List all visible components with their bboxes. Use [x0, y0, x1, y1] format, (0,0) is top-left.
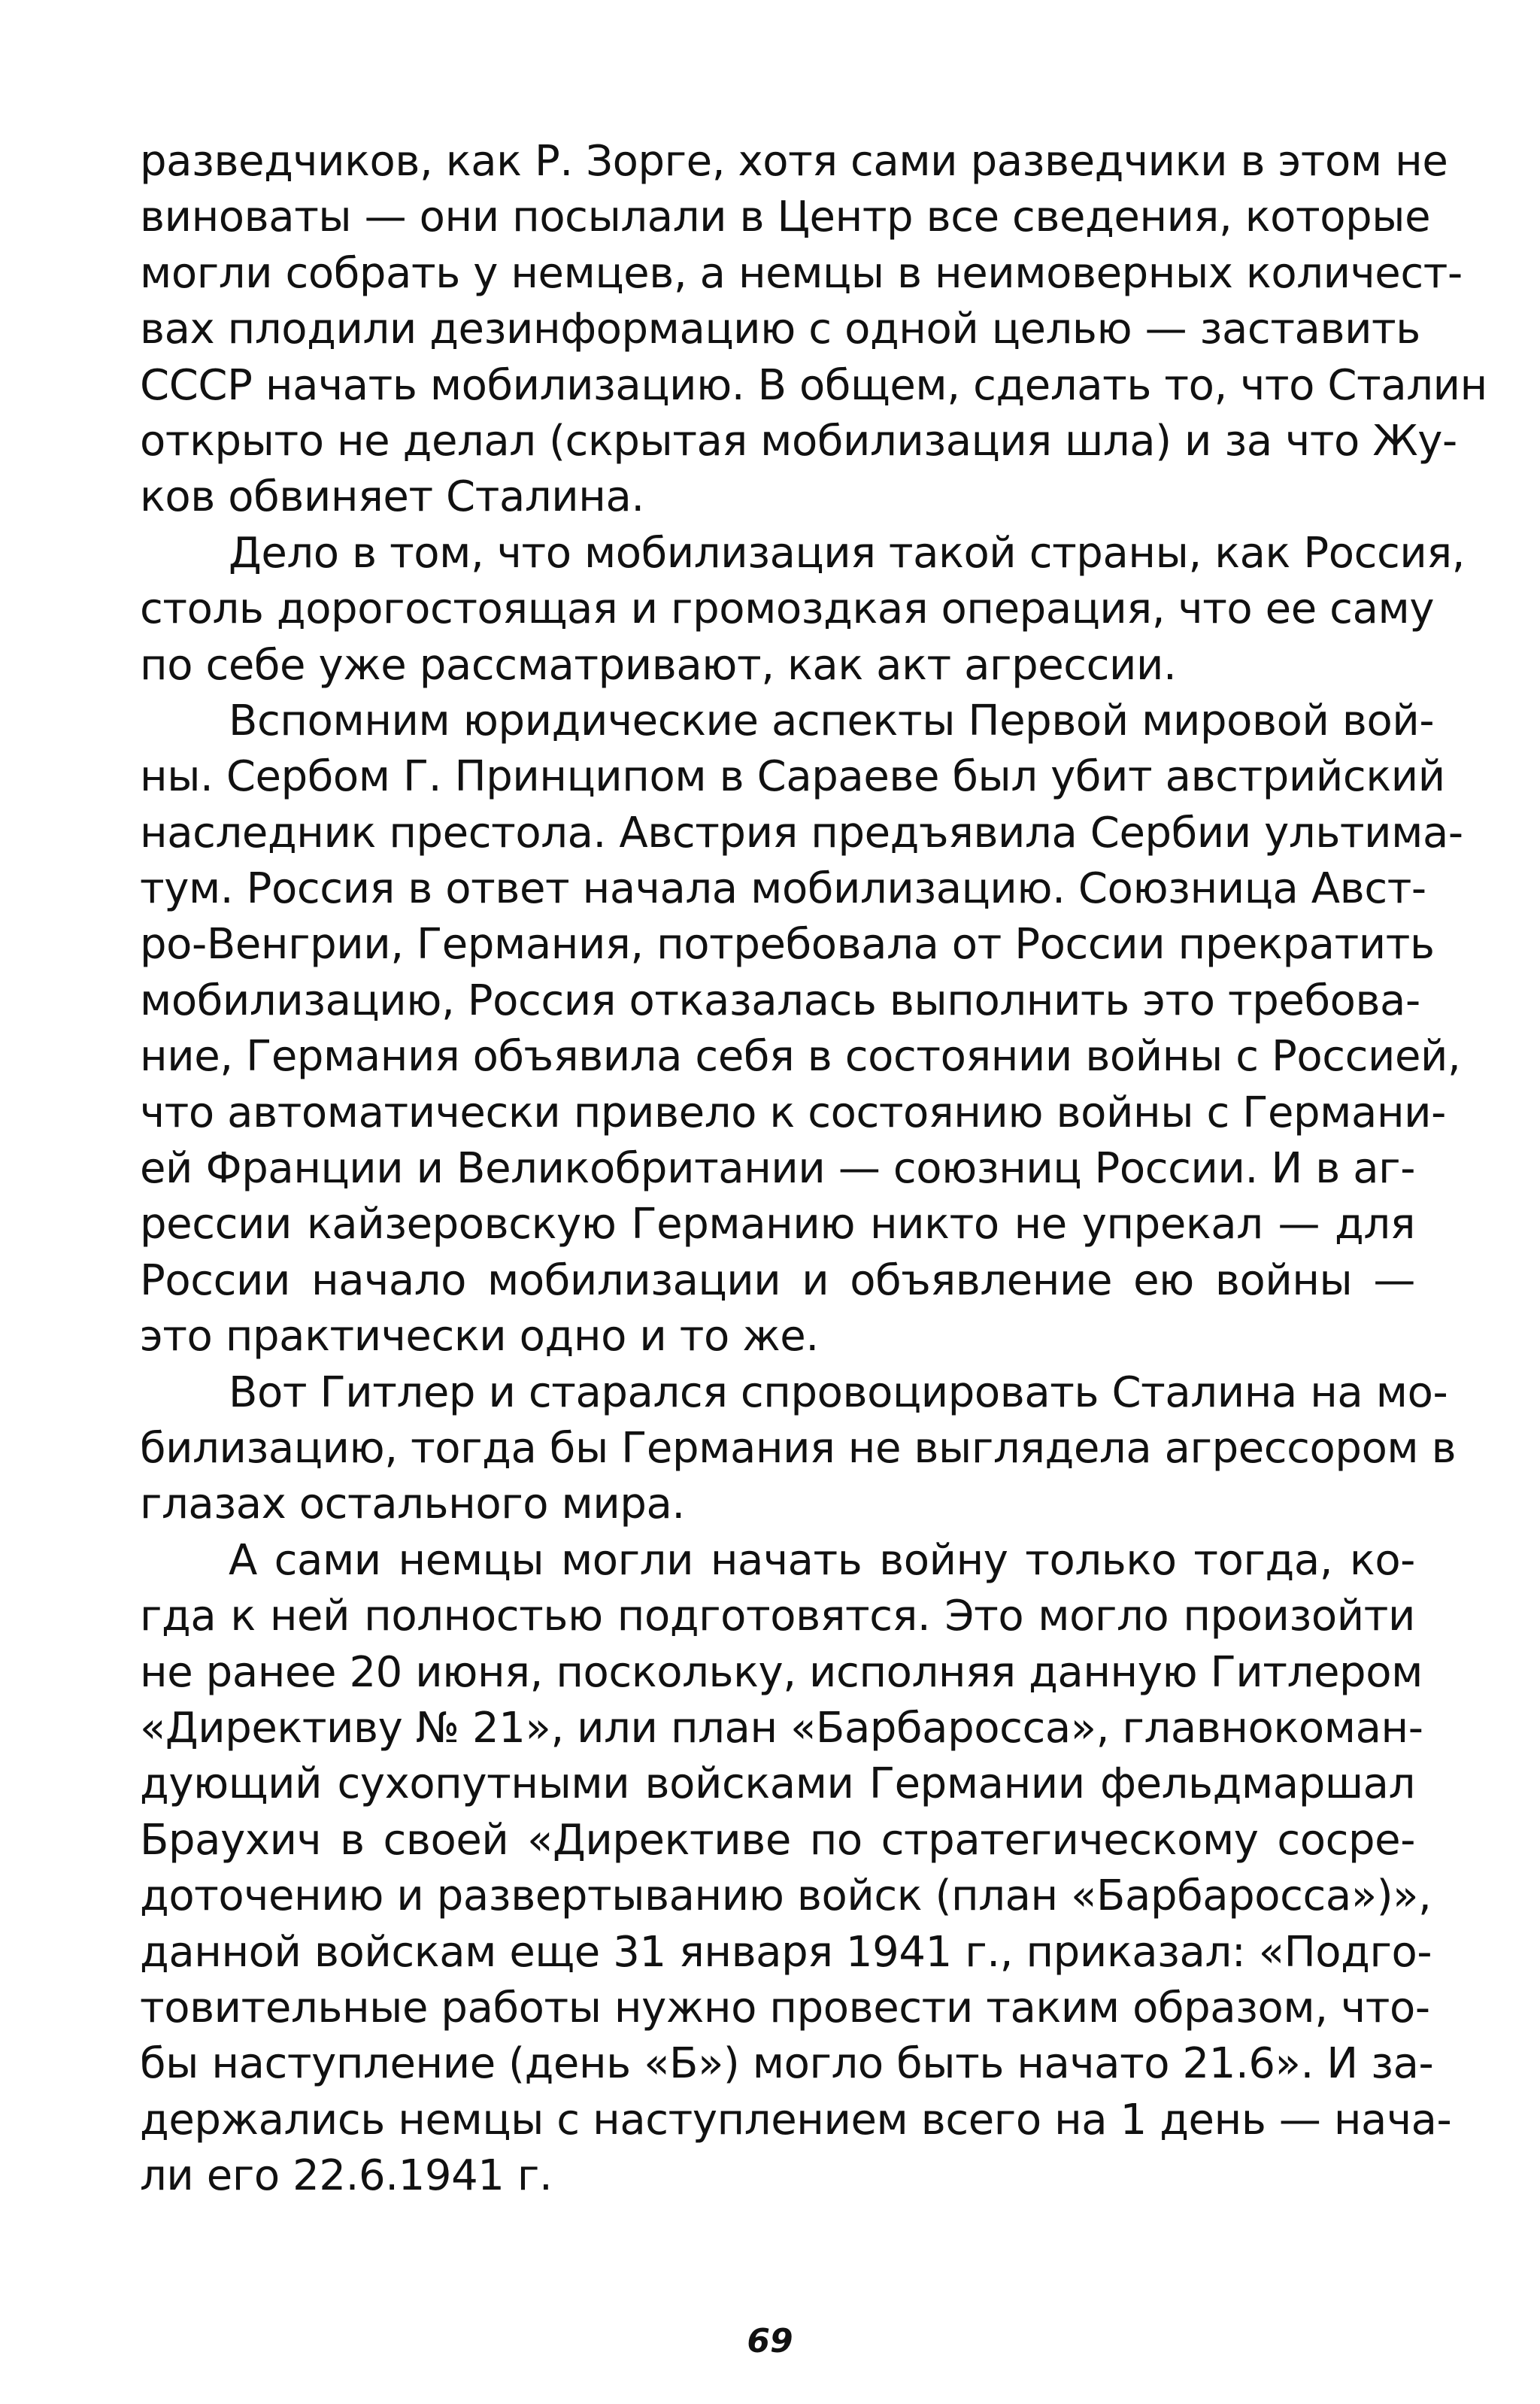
- paragraph: [140, 526, 1466, 694]
- text-line: ков обвиняет Сталина.: [140, 472, 644, 522]
- text-line: Браухич в своей «Директиве по стратегическому сосре-: [140, 1815, 1415, 1865]
- text-line: билизацию, тогда бы Германия не выглядела агрессором в: [140, 1423, 1457, 1473]
- text-line: не ранее 20 июня, поскольку, исполняя данную Гитлером: [140, 1647, 1423, 1697]
- text-line: что автоматически привело к состоянию войны с Германи-: [140, 1088, 1446, 1137]
- text-line: Вспомним юридические аспекты Первой мировой вой-: [229, 696, 1435, 745]
- text-line: ли его 22.6.1941 г.: [140, 2151, 553, 2201]
- text-line: виноваты — они посылали в Центр все сведения, которые: [140, 193, 1431, 242]
- paragraph: [140, 134, 1487, 526]
- text-line: рессии кайзеровскую Германию никто не упрекал — для: [140, 1200, 1415, 1249]
- text-line: А сами немцы могли начать войну только тогда, ко-: [229, 1535, 1415, 1585]
- text-line: мобилизацию, Россия отказалась выполнить это требова-: [140, 976, 1420, 1025]
- text-line: это практически одно и то же.: [140, 1312, 819, 1361]
- text-line: держались немцы с наступлением всего на 1 день — нача-: [140, 2095, 1452, 2144]
- text-line: СССР начать мобилизацию. В общем, сделать то, что Сталин: [140, 360, 1487, 410]
- text-line: Вот Гитлер и старался спровоцировать Сталина на мо-: [229, 1367, 1448, 1417]
- paragraph: [140, 1533, 1452, 2205]
- text-line: дующий сухопутными войсками Германии фельдмаршал: [140, 1759, 1415, 1809]
- text-line: ро-Венгрии, Германия, потребовала от России прекратить: [140, 920, 1435, 970]
- text-line: «Директиву № 21», или план «Барбаросса», главнокоман-: [140, 1703, 1423, 1753]
- text-line: тум. Россия в ответ начала мобилизацию. Союзница Авст-: [140, 864, 1426, 914]
- text-line: открыто не делал (скрытая мобилизация шла) и за что Жу-: [140, 416, 1457, 466]
- text-line: Дело в том, что мобилизация такой страны, как Россия,: [229, 528, 1466, 578]
- text-line: разведчиков, как Р. Зорге, хотя сами разведчики в этом не: [140, 137, 1448, 186]
- text-line: наследник престола. Австрия предъявила Сербии ультима-: [140, 808, 1463, 857]
- body-text: [140, 134, 1487, 2204]
- text-line: товительные работы нужно провести таким образом, что-: [140, 1983, 1430, 2032]
- text-line: глазах остального мира.: [140, 1480, 685, 1529]
- text-line: бы наступление (день «Б») могло быть начато 21.6». И за-: [140, 2039, 1434, 2089]
- text-line: по себе уже рассматривают, как акт агрессии.: [140, 640, 1177, 690]
- text-line: данной войскам еще 31 января 1941 г., приказал: «Подго-: [140, 1927, 1432, 1977]
- text-line: гда к ней полностью подготовятся. Это могло произойти: [140, 1592, 1415, 1641]
- text-line: доточению и развертыванию войск (план «Барбаросса»)»,: [140, 1871, 1432, 1921]
- text-line: России начало мобилизации и объявление ею войны —: [140, 1255, 1415, 1305]
- paragraph: [140, 694, 1463, 1365]
- paragraph: [140, 1365, 1457, 1533]
- text-line: могли собрать у немцев, а немцы в неимоверных количест-: [140, 248, 1463, 298]
- page-number: 69: [747, 2322, 793, 2360]
- text-line: ние, Германия объявила себя в состоянии войны с Россией,: [140, 1032, 1461, 1082]
- text-line: столь дорогостоящая и громоздкая операция, что ее саму: [140, 584, 1435, 634]
- text-line: ей Франции и Великобритании — союзниц России. И в аг-: [140, 1144, 1415, 1194]
- text-line: вах плодили дезинформацию с одной целью — заставить: [140, 305, 1420, 354]
- text-line: ны. Сербом Г. Принципом в Сараеве был убит австрийский: [140, 752, 1445, 802]
